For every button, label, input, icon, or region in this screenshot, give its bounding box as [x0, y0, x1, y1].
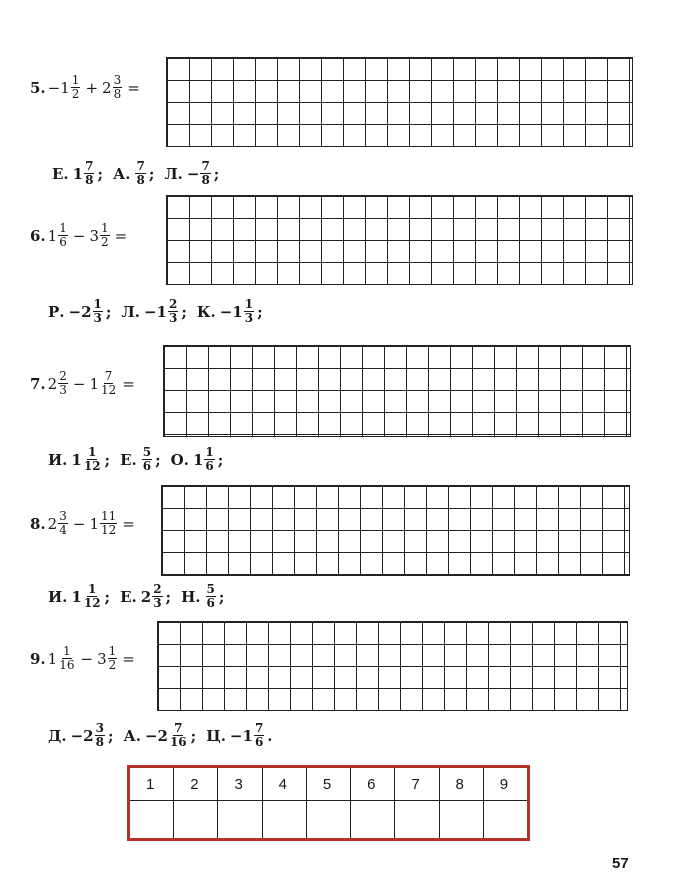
term-1-whole: 1 — [47, 226, 58, 245]
operator: − — [80, 649, 94, 668]
numerator: 2 — [153, 582, 162, 596]
separator: ; — [107, 726, 114, 745]
numerator: 1 — [93, 297, 102, 311]
key-answer-cell[interactable] — [174, 801, 218, 840]
separator: ; — [181, 302, 187, 321]
separator: ; — [104, 587, 111, 606]
answer-fraction — [83, 583, 102, 610]
answer-whole: 2 — [140, 587, 152, 606]
answer-fraction — [244, 298, 254, 325]
term-1-fraction — [71, 74, 81, 101]
denominator: 6 — [206, 596, 215, 610]
answer-grid-5[interactable] — [166, 57, 633, 147]
key-header-cell: 3 — [218, 767, 262, 801]
denominator: 3 — [244, 311, 254, 325]
denominator: 8 — [113, 87, 122, 101]
answer-letter: Ц. — [206, 726, 226, 745]
numerator: 7 — [85, 159, 94, 173]
numerator: 3 — [113, 73, 122, 87]
answer-option — [120, 583, 171, 610]
term-1-whole: 1 — [47, 649, 58, 668]
key-answer-cell[interactable] — [306, 801, 350, 840]
term-2-fraction — [100, 370, 117, 397]
separator: ; — [155, 450, 161, 469]
answer-whole: 1 — [72, 164, 84, 183]
answer-option — [48, 298, 111, 325]
separator: . — [267, 726, 273, 745]
answer-fraction — [168, 298, 178, 325]
key-answer-cell[interactable] — [262, 801, 306, 840]
denominator: 8 — [85, 173, 94, 187]
term-1-whole: −1 — [47, 78, 70, 97]
numerator: 1 — [205, 445, 214, 459]
key-header-cell: 5 — [306, 767, 350, 801]
equals-sign: = — [122, 374, 135, 393]
answer-grid-8[interactable] — [161, 485, 630, 576]
denominator: 4 — [59, 523, 67, 537]
key-answer-cell[interactable] — [129, 801, 174, 840]
key-header-cell: 6 — [351, 767, 395, 801]
separator: ; — [190, 726, 197, 745]
key-header-cell: 2 — [174, 767, 218, 801]
term-1-whole: 2 — [47, 514, 58, 533]
numerator: 1 — [88, 445, 97, 459]
numerator: 7 — [174, 721, 183, 735]
problem-number: 9. — [30, 649, 46, 668]
key-answer-cell[interactable] — [218, 801, 262, 840]
answer-key-table — [127, 765, 530, 841]
answer-option — [113, 160, 154, 187]
answer-option — [181, 583, 224, 610]
answer-letter: К. — [196, 302, 216, 321]
answer-option — [120, 446, 161, 473]
answer-fraction — [93, 298, 103, 325]
term-2-fraction — [113, 74, 123, 101]
answer-whole: 1 — [71, 587, 82, 606]
denominator: 2 — [100, 235, 109, 249]
denominator: 12 — [83, 459, 101, 473]
key-answer-row — [129, 801, 529, 840]
key-header-cell: 4 — [262, 767, 306, 801]
answer-letter: А. — [113, 164, 131, 183]
numerator: 1 — [59, 221, 67, 235]
separator: ; — [257, 302, 263, 321]
answer-fraction — [200, 160, 210, 187]
answer-fraction — [95, 722, 105, 749]
answer-letter: И. — [48, 587, 68, 606]
numerator: 2 — [168, 297, 178, 311]
separator: ; — [217, 450, 224, 469]
answer-whole: −1 — [219, 302, 243, 321]
answer-fraction — [206, 583, 216, 610]
numerator: 1 — [88, 582, 97, 596]
operator: − — [72, 374, 86, 393]
term-2-whole: 1 — [89, 374, 99, 393]
answer-whole: −2 — [68, 302, 92, 321]
answer-grid-6[interactable] — [166, 195, 633, 285]
answer-option — [164, 160, 219, 187]
key-header-cell: 8 — [439, 767, 483, 801]
term-2-fraction — [108, 645, 118, 672]
problem-6-expression — [30, 222, 131, 249]
key-answer-cell[interactable] — [439, 801, 483, 840]
problem-8-answers — [48, 583, 234, 610]
numerator: 1 — [108, 644, 117, 658]
denominator: 6 — [205, 459, 214, 473]
answer-letter: А. — [123, 726, 141, 745]
numerator: 3 — [95, 721, 104, 735]
answer-letter: Р. — [48, 302, 65, 321]
numerator: 7 — [136, 159, 145, 173]
term-2-whole: 3 — [89, 226, 99, 245]
answer-option — [121, 298, 186, 325]
numerator: 1 — [71, 73, 80, 87]
key-answer-cell[interactable] — [395, 801, 439, 840]
answer-fraction — [204, 446, 214, 473]
answer-whole: 1 — [71, 450, 82, 469]
answer-letter: И. — [48, 450, 68, 469]
answer-whole: 1 — [192, 450, 204, 469]
answer-letter: Д. — [48, 726, 67, 745]
answer-letter: Л. — [121, 302, 140, 321]
denominator: 8 — [201, 173, 210, 187]
problem-number: 6. — [30, 226, 46, 245]
denominator: 16 — [59, 658, 75, 672]
problem-6-answers — [48, 298, 273, 325]
numerator: 5 — [142, 445, 152, 459]
answer-letter: Е. — [52, 164, 69, 183]
key-answer-cell[interactable] — [351, 801, 395, 840]
answer-option — [52, 160, 103, 187]
numerator: 3 — [59, 509, 67, 523]
answer-fraction — [84, 160, 94, 187]
answer-fraction — [142, 446, 152, 473]
answer-fraction — [152, 583, 162, 610]
answer-option — [48, 722, 113, 749]
term-1-whole: 2 — [47, 374, 58, 393]
answer-fraction — [135, 160, 145, 187]
denominator: 2 — [71, 87, 80, 101]
denominator: 3 — [93, 311, 102, 325]
problem-number: 7. — [30, 374, 46, 393]
answer-letter: Л. — [164, 164, 183, 183]
denominator: 6 — [254, 735, 264, 749]
numerator: 5 — [206, 582, 215, 596]
denominator: 3 — [59, 383, 67, 397]
answer-letter: Е. — [120, 587, 137, 606]
denominator: 3 — [153, 596, 162, 610]
term-2-fraction — [100, 510, 117, 537]
answer-grid-9[interactable] — [157, 621, 628, 711]
operator: − — [72, 226, 86, 245]
key-header-cell: 7 — [395, 767, 439, 801]
equals-sign: = — [122, 649, 135, 668]
denominator: 2 — [108, 658, 117, 672]
problem-9-expression — [30, 645, 139, 672]
answer-option — [123, 722, 196, 749]
numerator: 7 — [201, 159, 210, 173]
separator: ; — [148, 164, 155, 183]
page-number: 57 — [612, 855, 629, 872]
separator: ; — [213, 164, 220, 183]
equals-sign: = — [114, 226, 128, 245]
numerator: 1 — [63, 644, 71, 658]
separator: ; — [97, 164, 103, 183]
denominator: 6 — [59, 235, 67, 249]
term-2-whole: 3 — [97, 649, 107, 668]
answer-whole: −1 — [229, 726, 253, 745]
answer-fraction — [83, 446, 102, 473]
separator: ; — [104, 450, 111, 469]
problem-number: 8. — [30, 514, 46, 533]
denominator: 8 — [95, 735, 104, 749]
numerator: 7 — [254, 721, 264, 735]
denominator: 6 — [142, 459, 152, 473]
term-1-fraction — [58, 510, 68, 537]
operator: − — [72, 514, 86, 533]
term-2-whole: 1 — [89, 514, 99, 533]
denominator: 12 — [100, 383, 117, 397]
denominator: 3 — [168, 311, 178, 325]
equals-sign: = — [122, 514, 135, 533]
numerator: 11 — [100, 509, 117, 523]
answer-option — [48, 446, 110, 473]
separator: ; — [105, 302, 112, 321]
separator: ; — [218, 587, 225, 606]
numerator: 1 — [100, 221, 109, 235]
numerator: 1 — [244, 297, 254, 311]
answer-option — [171, 446, 224, 473]
answer-option — [206, 722, 272, 749]
problem-number: 5. — [30, 78, 46, 97]
key-header-row — [129, 767, 529, 801]
separator: ; — [165, 587, 172, 606]
answer-whole: −1 — [143, 302, 167, 321]
term-1-fraction — [58, 645, 75, 672]
problem-7-answers — [48, 446, 233, 473]
problem-5-expression — [30, 74, 144, 101]
numerator: 7 — [104, 369, 113, 383]
key-header-cell: 1 — [129, 767, 174, 801]
answer-letter: Н. — [181, 587, 201, 606]
key-answer-cell[interactable] — [483, 801, 528, 840]
operator: + — [85, 78, 99, 97]
answer-whole: − — [186, 164, 200, 183]
term-2-fraction — [100, 222, 110, 249]
problem-8-expression — [30, 510, 139, 537]
denominator: 16 — [169, 735, 187, 749]
problem-7-expression — [30, 370, 139, 397]
term-1-fraction — [58, 222, 68, 249]
answer-option — [48, 583, 110, 610]
answer-letter: О. — [170, 450, 189, 469]
answer-option — [197, 298, 263, 325]
problem-5-answers — [52, 160, 229, 187]
term-2-whole: 2 — [102, 78, 112, 97]
answer-letter: Е. — [120, 450, 137, 469]
answer-fraction — [254, 722, 264, 749]
denominator: 12 — [100, 523, 117, 537]
key-header-cell: 9 — [483, 767, 528, 801]
answer-grid-7[interactable] — [163, 345, 631, 437]
answer-fraction — [169, 722, 188, 749]
answer-whole: −2 — [144, 726, 168, 745]
answer-whole: −2 — [70, 726, 94, 745]
denominator: 8 — [136, 173, 145, 187]
problem-9-answers — [48, 722, 283, 749]
equals-sign: = — [127, 78, 140, 97]
denominator: 12 — [83, 596, 101, 610]
term-1-fraction — [58, 370, 68, 397]
numerator: 2 — [59, 369, 67, 383]
